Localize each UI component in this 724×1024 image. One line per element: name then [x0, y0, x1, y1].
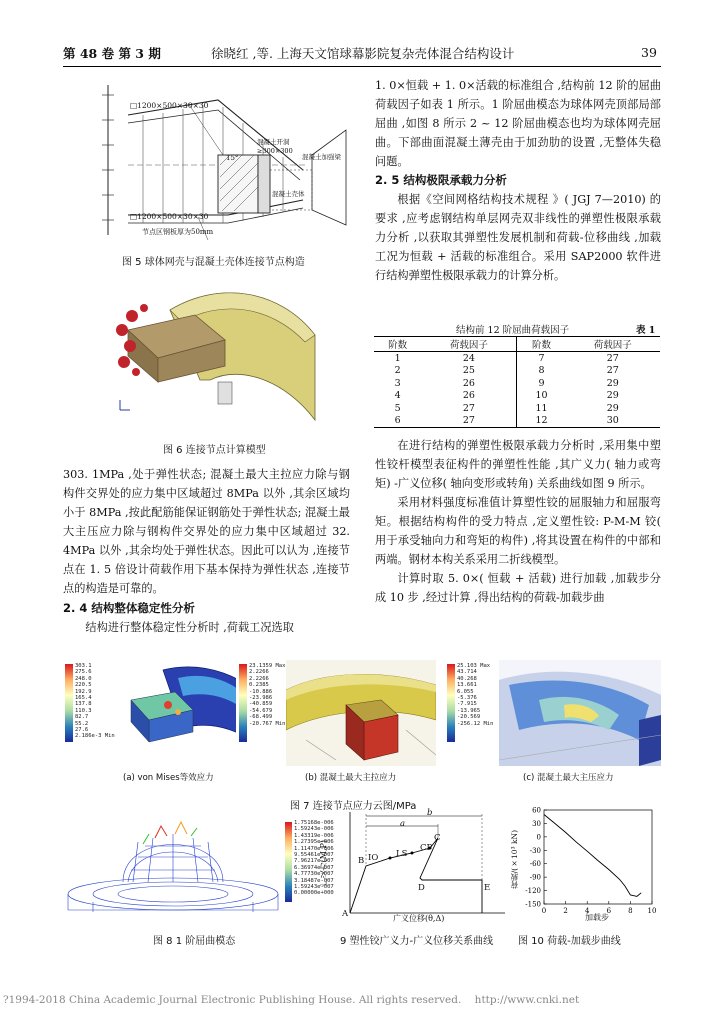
table-row [374, 415, 660, 428]
fig5-label-plate: 节点区钢板厚为50mm [142, 228, 214, 236]
fig10-xtick-label: 6 [606, 907, 612, 915]
table1-title: 结构前 12 阶屈曲荷载因子 [456, 325, 570, 336]
table-cell: 12 [517, 415, 566, 428]
fig5-label-tube-bottom: □1200×500×30×30 [130, 212, 209, 221]
table-cell: 26 [462, 390, 475, 402]
table-header-cell: 荷载因子 [449, 340, 488, 351]
table-cell: 30 [606, 415, 619, 427]
table-row [374, 390, 660, 403]
fig8-caption: 图 8 1 阶屈曲模态 [153, 936, 236, 947]
fig9-label-CP: CP [420, 843, 433, 853]
right-paragraph-2: 根据《空间网格结构技术规程 》( JGJ 7—2010) 的要求 ,应考虑钢结构单层网壳双非线性的弹塑性极限承载力分析 ,以获取其弹塑性发展机制和荷载-位移曲线 ,加载工况为恒载 + 活载的标准组合。采用 SAP2000 软件进行结构弹塑性极限承载力的计算分析。 [375, 193, 661, 282]
table-cell: 29 [606, 390, 619, 402]
table-row [374, 377, 660, 390]
fig7b-legend: 23.1359 Max 2.2266 2.2266 0.2385 -10.886 -23.986 -40.859 -54.679 -68.499 -20.767 Min [249, 663, 286, 727]
fig8-mesh [63, 812, 283, 918]
fig5-label-hole-dim: ≥300×300 [257, 147, 293, 155]
fig8-colorbar [285, 822, 292, 902]
fig7c-colorbar [447, 664, 455, 742]
fig7c-legend: 25.103 Max 43.714 40.268 13.661 6.055 -5.376 -7.915 -13.965 -20.569 -256.12 Min [457, 663, 494, 727]
table-cell: 27 [462, 415, 475, 427]
fig9-label-E: E [484, 883, 491, 893]
right-column-text-bottom [375, 436, 661, 607]
table-cell: 5 [394, 402, 401, 414]
fig9-curve [330, 808, 510, 923]
left-column-text [63, 465, 350, 637]
fig10-ytick-label: -30 [529, 846, 541, 855]
fig5-caption: 图 5 球体网壳与混凝土壳体连接节点构造 [122, 257, 305, 268]
fig9-label-A: A [342, 909, 349, 919]
fig9-label-LS: LS [396, 849, 408, 859]
fig10-ytick-label: 30 [532, 819, 541, 828]
fig7a-subcaption: (a) von Mises等效应力 [123, 773, 214, 783]
fig10-series-line [544, 815, 641, 897]
section-2-5-heading: 2. 5 结构极限承载力分析 [375, 173, 507, 187]
fig8-legend: 1.75168e-006 1.59243e-006 1.43319e-006 1.27395e-006 1.11470e-006 9.55461e-007 7.96217e-007 6.36974e-007 4.77730e-007 3.18487e-007 1.59243e-007 0.00000e+000 [294, 820, 334, 897]
table-cell: 11 [517, 402, 566, 415]
fig10-xtick-label: 2 [563, 907, 568, 915]
fig7-caption: 图 7 连接节点应力云图/MPa [290, 801, 417, 812]
fig9-label-C: C [434, 833, 441, 843]
fig7b-panel [236, 660, 436, 766]
table-cell: 4 [394, 390, 401, 402]
table-cell: 7 [517, 352, 566, 365]
fig10-xtick-label: 4 [584, 907, 590, 915]
right-paragraph-1: 1. 0×恒载 + 1. 0×活载的标准组合 ,结构前 12 阶的屈曲荷载因子如表 1 所示。1 阶屈曲模态为球体网壳顶部局部屈曲 ,如图 8 所示 2 ~ 12 阶屈曲模态也均为球体网壳屈曲。下部曲面混凝土薄壳由于加劲肋的设置 ,无整体失稳问题。 [375, 79, 661, 168]
table-cell: 29 [606, 377, 619, 389]
fig10-ytick-label: 0 [536, 833, 541, 842]
left-paragraph-1: 303. 1MPa ,处于弹性状态; 混凝土最大主拉应力除与钢构件交界处的应力集中区域超过 8MPa 以外 ,其余区域均小于 8MPa ,按此配筋能保证钢筋处于弹性状态; 混凝土最大主压应力除与钢构件交界处的应力集中区域超过 32. 4MPa 以外 ,其余均处于弹性状态。因此可以认为 ,连接节点在 1. 5 倍设计荷载作用下基本保持为弹性状态 ,连接节点的构造是可靠的。 [63, 468, 350, 595]
fig10-caption: 图 10 荷载-加载步曲线 [518, 936, 621, 947]
fig10-ytick-label: 60 [532, 806, 541, 815]
table-row [374, 365, 660, 378]
fig10-xtick-label: 8 [628, 907, 633, 915]
table-header-row [374, 337, 660, 352]
table-cell: 27 [462, 402, 475, 414]
table-cell: 2 [394, 365, 401, 377]
fig10-ylabel: 荷载/(×10³ kN) [510, 830, 519, 889]
running-title: 徐晓红 ,等. 上海天文馆球幕影院复杂壳体混合结构设计 [211, 46, 515, 61]
fig7c-subcaption: (c) 混凝土最大主压应力 [523, 773, 614, 783]
fig5-label-tube-top: □1200×500×30×30 [130, 101, 209, 110]
fig7c-panel [444, 660, 661, 766]
table-cell: 24 [462, 352, 475, 364]
fig10-ytick-label: -120 [525, 887, 541, 896]
fig10-plot-frame [544, 810, 652, 904]
fig9-dim-a: a [400, 819, 406, 829]
fig9-label-IO: IO [368, 853, 379, 863]
table1-label: 表 1 [636, 325, 656, 336]
table-cell: 10 [517, 390, 566, 403]
fig9-xlabel: 广义位移(θ,Δ) [393, 914, 445, 923]
buckling-factor-table [374, 336, 660, 428]
fig9-label-B: B [358, 856, 365, 866]
left-paragraph-2: 结构进行整体稳定性分析时 ,荷载工况选取 [85, 621, 294, 634]
fig9-ylabel: 广义力(M,P) [319, 840, 328, 887]
right-column-text-top [375, 76, 661, 285]
header-rule [63, 66, 661, 67]
fig10-ytick-label: -150 [525, 900, 541, 909]
fig10-chart [520, 804, 660, 922]
table-header-cell: 阶数 [517, 337, 566, 352]
table-cell: 3 [394, 377, 401, 389]
right-paragraph-5: 计算时取 5. 0×( 恒载 + 活载) 进行加载 ,加载步分成 10 步 ,经过计算 ,得出结构的荷载-加载步曲 [375, 572, 661, 604]
fig5-label-angle: 15° [226, 154, 239, 162]
right-paragraph-3: 在进行结构的弹塑性极限承载力分析时 ,采用集中塑性铰杆模型表征构件的弹塑性性能 ,其广义力( 轴力或弯矩) -广义位移( 轴向变形或转角) 关系曲线如图 9 所示。 [375, 439, 661, 490]
fig10-ytick-label: -60 [529, 860, 541, 869]
fig6-caption: 图 6 连接节点计算模型 [163, 445, 266, 456]
section-2-4-heading: 2. 4 结构整体稳定性分析 [63, 601, 195, 615]
table-cell: 8 [517, 365, 566, 378]
table-cell: 27 [606, 365, 619, 377]
fig9-caption: 9 塑性铰广义力-广义位移关系曲线 [340, 936, 494, 947]
copyright-footer: ?1994-2018 China Academic Journal Electronic Publishing House. All rights reserved. http://www.cnki.net [3, 994, 580, 1006]
fig9-dim-b: b [427, 808, 433, 818]
table-cell: 27 [606, 352, 619, 364]
table-header-cell: 阶数 [388, 340, 408, 351]
fig10-xlabel: 加载步 [585, 913, 609, 922]
page-number: 39 [641, 45, 657, 60]
table-cell: 25 [462, 365, 475, 377]
fig5-label-flange: 混凝土加强梁 [302, 153, 341, 161]
fig9-label-D: D [418, 883, 425, 893]
fig7b-colorbar [239, 664, 247, 742]
right-paragraph-4: 采用材料强度标准值计算塑性铰的屈服轴力和屈服弯矩。根据结构构件的受力特点 ,定义塑性铰: P-M-M 铰( 用于承受轴向力和弯矩的构件) ,将其设置在构件的中部和两端。钢材本构关系采用二折线模型。 [375, 496, 661, 566]
fig7a-legend: 303.1 275.6 248.0 220.5 192.9 165.4 137.8 110.3 82.7 55.2 27.6 2.186e-3 Min [75, 663, 115, 740]
journal-issue: 第 48 卷 第 3 期 [63, 46, 161, 61]
table-row [374, 352, 660, 365]
fig7b-subcaption: (b) 混凝土最大主拉应力 [305, 773, 397, 783]
fig6-model [100, 270, 325, 430]
table-cell: 6 [394, 415, 401, 427]
fig10-xtick-label: 0 [541, 907, 547, 915]
table-cell: 29 [606, 402, 619, 414]
fig5-label-shell: 混凝土壳体 [272, 190, 305, 198]
table-cell: 26 [462, 377, 475, 389]
table-header-cell: 荷载因子 [593, 340, 632, 351]
fig5-label-hole: 混凝土开洞 [257, 138, 290, 146]
fig10-ytick-label: -90 [529, 873, 541, 882]
table-cell: 9 [517, 377, 566, 390]
fig7a-colorbar [65, 664, 73, 742]
table-row [374, 402, 660, 415]
fig10-xtick-label: 10 [647, 907, 657, 915]
table-cell: 1 [394, 352, 401, 364]
